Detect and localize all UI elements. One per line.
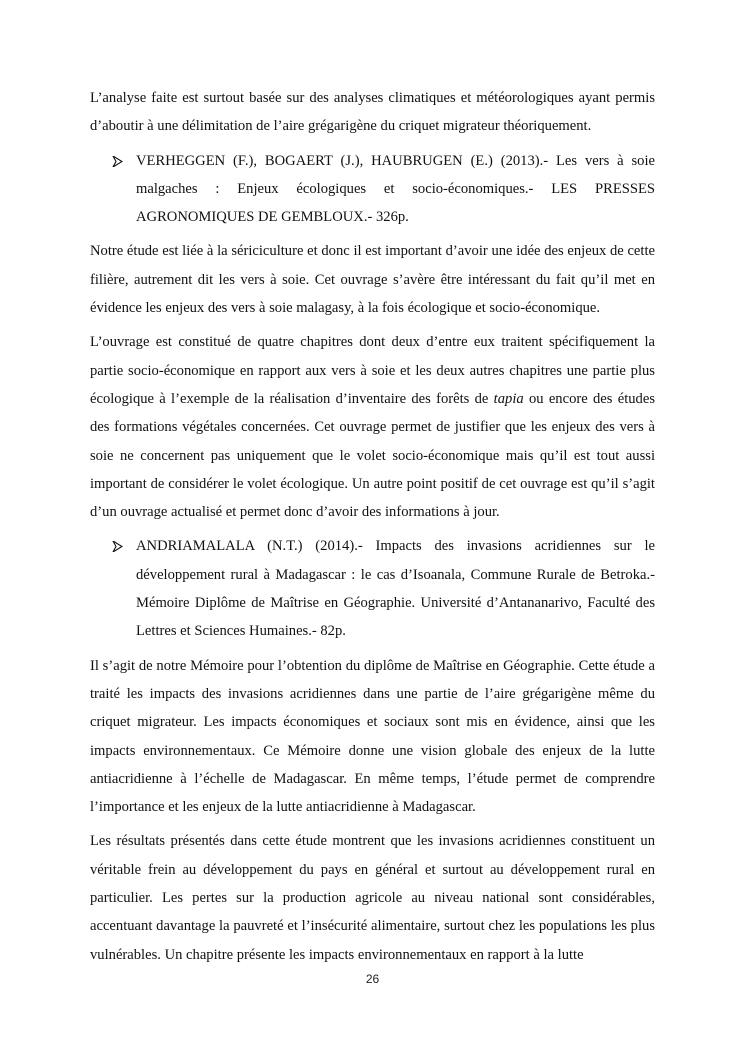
reference-item-andriamalala — [90, 532, 655, 645]
reference-item-verheggen — [90, 147, 655, 232]
page-number: 26 — [365, 972, 380, 986]
paragraph-5: Les résultats présentés dans cette étude montrent que les invasions acridiennes constituent un véritable frein au développement du pays en général et surtout au développement rural en particulier. Les pertes sur la production agricole au niveau national sont considérables, accentuant davantage la pauvreté et l’insécurité alimentaire, surtout chez les populations les plus vulnérables. Un chapitre présente les impacts environnementaux en rapport à la lutte — [90, 833, 655, 963]
arrow-bullet-icon — [112, 147, 126, 175]
paragraph-3-part-1: L’ouvrage est constitué de quatre chapitres dont deux d’entre eux traitent spécifiquement la partie socio-économique en rapport aux vers à soie et les deux autres chapitres une partie plus écologique à l’exemple de la réalisation d’inventaire des forêts de — [90, 334, 655, 407]
paragraph-3-part-2: ou encore des études des formations végétales concernées. Cet ouvrage permet de justifier que les enjeux des vers à soie ne concernent pas uniquement que le volet socio-économique mais qu’il est tout aussi important de considérer le volet écologique. Un autre point positif de cet ouvrage est qu’il s’agit d’un ouvrage actualisé et permet donc d’avoir des informations à jour. — [90, 390, 655, 521]
italic-term-tapia: tapia — [493, 390, 524, 407]
document-page — [90, 84, 655, 975]
paragraph-1: L’analyse faite est surtout basée sur des analyses climatiques et météorologiques ayant permis d’aboutir à une délimitation de l’aire grégarigène du criquet migrateur théoriquement. — [90, 90, 655, 135]
reference-text: ANDRIAMALALA (N.T.) (2014).- Impacts des invasions acridiennes sur le développement rural à Madagascar : le cas d’Isoanala, Commune Rurale de Betroka.- Mémoire Diplôme de Maîtrise en Géographie. Université d’Antananarivo, Faculté des Lettres et Sciences Humaines.- 82p. — [136, 538, 655, 640]
paragraph-4: Il s’agit de notre Mémoire pour l’obtention du diplôme de Maîtrise en Géographie. Cette étude a traité les impacts des invasions acridiennes dans une partie de l’aire grégarigène même du criquet migrateur. Les impacts économiques et sociaux sont mis en évidence, ainsi que les impacts environnementaux. Ce Mémoire donne une vision globale des enjeux de la lutte antiacridienne à l’échelle de Madagascar. En même temps, l’étude permet de comprendre l’importance et les enjeux de la lutte antiacridienne à Madagascar. — [90, 657, 655, 816]
reference-text: VERHEGGEN (F.), BOGAERT (J.), HAUBRUGEN (E.) (2013).- Les vers à soie malgaches : Enjeux écologiques et socio-économiques.- LES PRESSES AGRONOMIQUES DE GEMBLOUX.- 326p. — [136, 152, 655, 226]
paragraph-2: Notre étude est liée à la sériciculture et donc il est important d’avoir une idée des enjeux de cette filière, autrement dit les vers à soie. Cet ouvrage s’avère être intéressant du fait qu’il met en évidence les enjeux des vers à soie malagasy, à la fois écologique et socio-économique. — [90, 243, 655, 317]
arrow-bullet-icon — [112, 532, 126, 560]
paragraph-3 — [90, 328, 655, 526]
